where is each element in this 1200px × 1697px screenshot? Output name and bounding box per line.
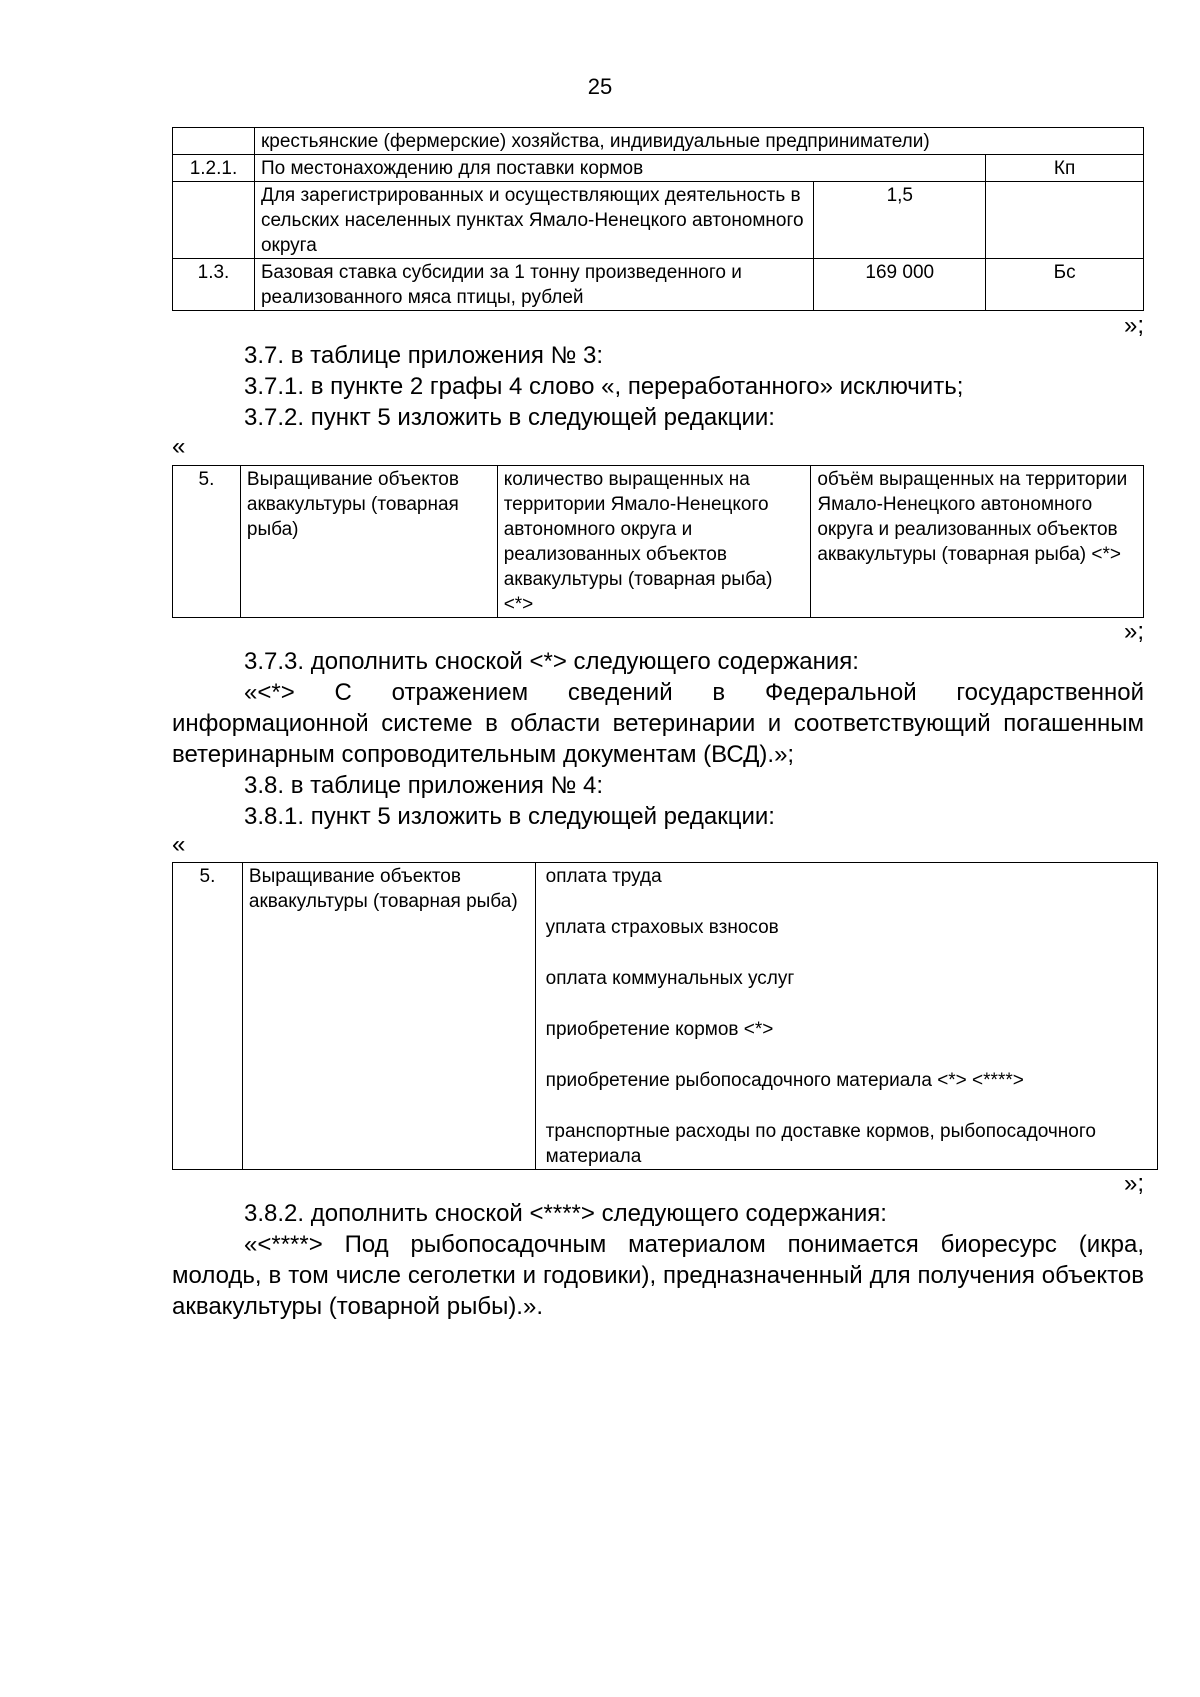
row-text: Для зарегистрированных и осуществляющих деятельность в сельских населенных пунктах Ямало-Ненецкого автономного округа (254, 182, 813, 259)
paragraph-3-8: 3.8. в таблице приложения № 4: (244, 772, 604, 799)
paragraph-3-7-1: 3.7.1. в пункте 2 графы 4 слово «, переработанного» исключить; (244, 373, 964, 400)
row-value: 169 000 (814, 259, 986, 311)
row-number (173, 128, 255, 155)
footnote-paragraph: «<*> С отражением сведений в Федеральной государственной информационной системе в области ветеринарии и соответствующий погашенным ветеринарным сопроводительным документам (ВСД).»; (172, 679, 1144, 768)
table-row (173, 128, 1144, 155)
paragraph-3-8-1: 3.8.1. пункт 5 изложить в следующей редакции: (244, 803, 775, 830)
expense-list (535, 863, 1157, 1170)
closing-quote: »; (1123, 312, 1144, 339)
row-code: Бс (986, 259, 1144, 311)
row-text: крестьянские (фермерские) хозяйства, индивидуальные предприниматели) (254, 128, 1143, 155)
table-row (173, 182, 1144, 259)
table-row (173, 466, 1144, 618)
row-value: 1,5 (814, 182, 986, 259)
row-number: 1.3. (173, 259, 255, 311)
row-number (173, 182, 255, 259)
appendix-4-table (172, 862, 1158, 1170)
opening-quote: « (172, 433, 186, 460)
opening-quote: « (172, 831, 186, 858)
page-number: 25 (587, 74, 613, 99)
row-number: 5. (173, 466, 241, 618)
list-item: транспортные расходы по доставке кормов, рыбопосадочного материала (545, 1121, 1096, 1167)
row-number: 5. (173, 863, 243, 1170)
paragraph-3-7-2: 3.7.2. пункт 5 изложить в следующей редакции: (244, 404, 775, 431)
row-code: Кп (986, 155, 1144, 182)
list-item: приобретение рыбопосадочного материала <*> <****> (545, 1070, 1024, 1091)
volume-cell: объём выращенных на территории Ямало-Ненецкого автономного округа и реализованных объектов аквакультуры (товарная рыба) <*> (811, 466, 1144, 618)
table-row (173, 259, 1144, 311)
paragraph-3-8-2: 3.8.2. дополнить сноской <****> следующего содержания: (244, 1200, 887, 1227)
list-item: оплата коммунальных услуг (545, 968, 795, 989)
closing-quote: »; (1123, 1170, 1144, 1197)
paragraph-3-7: 3.7. в таблице приложения № 3: (244, 342, 604, 369)
indicator-cell: количество выращенных на территории Ямало-Ненецкого автономного округа и реализованных объектов аквакультуры (товарная рыба) <*> (497, 466, 811, 618)
row-code (986, 182, 1144, 259)
paragraph-3-7-3: 3.7.3. дополнить сноской <*> следующего содержания: (244, 648, 859, 675)
row-text: По местонахождению для поставки кормов (254, 155, 985, 182)
activity-cell: Выращивание объектов аквакультуры (товарная рыба) (240, 466, 497, 618)
table-row (173, 155, 1144, 182)
row-text: Базовая ставка субсидии за 1 тонну произведенного и реализованного мяса птицы, рублей (254, 259, 813, 311)
list-item: приобретение кормов <*> (545, 1019, 774, 1040)
rates-table (172, 127, 1144, 311)
footnote-paragraph: «<****> Под рыбопосадочным материалом понимается биоресурс (икра, молодь, в том числе сеголетки и годовики), предназначенный для получения объектов аквакультуры (товарной рыбы).». (172, 1231, 1144, 1320)
row-number: 1.2.1. (173, 155, 255, 182)
list-item: уплата страховых взносов (545, 917, 779, 938)
table-row (173, 863, 1158, 1170)
activity-cell: Выращивание объектов аквакультуры (товарная рыба) (242, 863, 535, 1170)
list-item: оплата труда (545, 866, 662, 887)
closing-quote: »; (1123, 618, 1144, 645)
appendix-3-table (172, 465, 1144, 618)
